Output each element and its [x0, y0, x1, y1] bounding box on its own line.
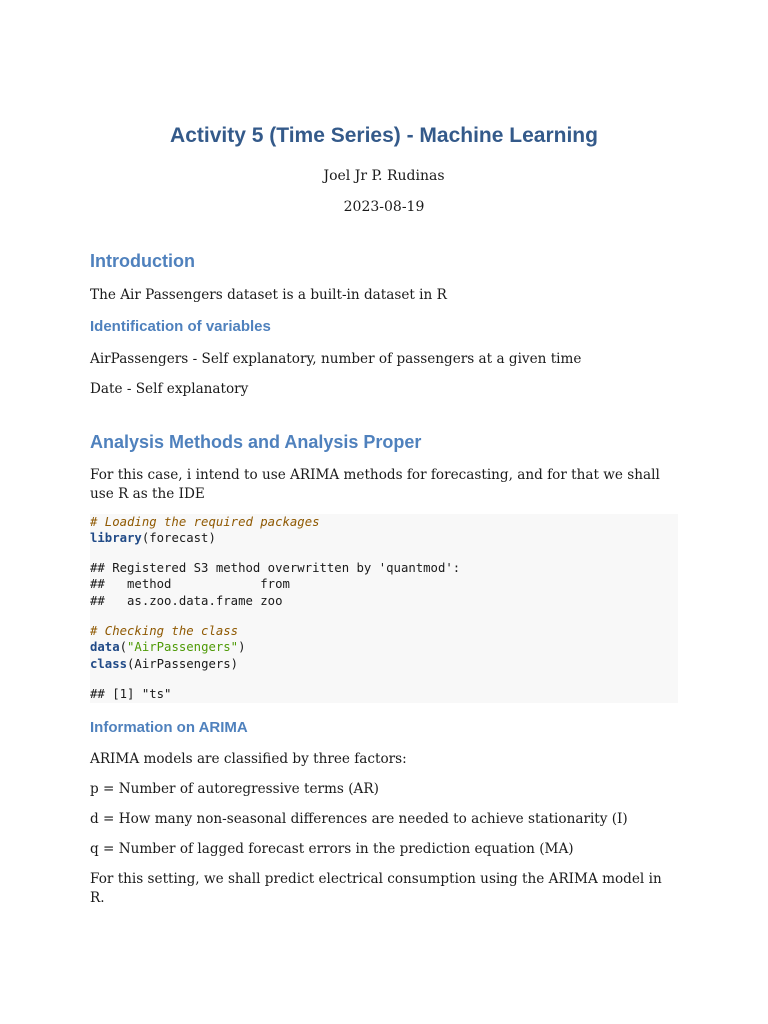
document-author: Joel Jr P. Rudinas [323, 168, 445, 184]
arima-line: For this setting, we shall predict electrical consumption using the ARIMA model in R. [90, 871, 662, 906]
arima-line: p = Number of autoregressive terms (AR) [90, 781, 379, 797]
subsection-heading-variables: Identification of variables [90, 318, 271, 335]
code-output-line: ## Registered S3 method overwritten by 'quantmod': [90, 561, 461, 575]
code-comment [90, 514, 320, 531]
code-comment-text: # Checking the class [90, 624, 239, 638]
intro-paragraph: The Air Passengers dataset is a built-in dataset in R [90, 287, 447, 303]
document-date: 2023-08-19 [343, 199, 425, 215]
code-function: data [90, 640, 120, 654]
code-output-line: ## method from [90, 577, 290, 591]
code-line-data [90, 639, 246, 656]
section-heading-introduction: Introduction [90, 251, 195, 271]
code-args: (AirPassengers) [127, 657, 239, 671]
subsection-heading-arima: Information on ARIMA [90, 719, 248, 736]
code-comment-text: # Loading the required packages [90, 515, 320, 529]
code-function: class [90, 657, 128, 671]
arima-line: ARIMA models are classified by three factors: [90, 751, 407, 767]
code-line-class [90, 656, 238, 673]
code-paren: ) [238, 640, 246, 654]
arima-line: d = How many non-seasonal differences are needed to achieve stationarity (I) [90, 811, 628, 827]
code-comment [90, 623, 238, 640]
code-args: (forecast) [141, 531, 216, 545]
arima-line: q = Number of lagged forecast errors in the prediction equation (MA) [90, 841, 574, 857]
code-paren: ( [119, 640, 128, 654]
code-output-line: ## as.zoo.data.frame zoo [90, 594, 283, 608]
code-block [90, 514, 678, 703]
code-output-line: ## [1] "ts" [90, 687, 172, 701]
variable-item: AirPassengers - Self explanatory, number of passengers at a given time [90, 351, 582, 367]
analysis-paragraph: For this case, i intend to use ARIMA methods for forecasting, and for that we shall use R as the IDE [90, 467, 660, 502]
document-title: Activity 5 (Time Series) - Machine Learning [170, 124, 598, 147]
code-string: "AirPassengers" [127, 640, 239, 654]
code-line-library [90, 530, 216, 547]
variable-item: Date - Self explanatory [90, 381, 249, 397]
section-heading-analysis: Analysis Methods and Analysis Proper [90, 432, 422, 452]
code-function: library [90, 531, 142, 545]
